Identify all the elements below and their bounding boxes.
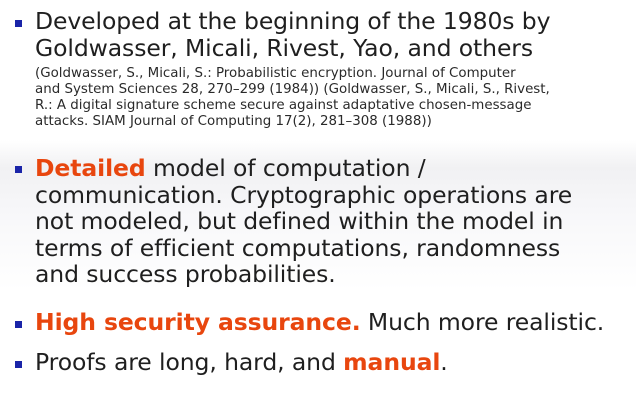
text-fragment: model of computation /: [145, 154, 426, 182]
text-fragment: .: [440, 348, 448, 376]
bullet-text: [35, 155, 630, 288]
text-line: [35, 155, 630, 182]
square-bullet-icon: [15, 20, 22, 27]
highlight-word: Detailed: [35, 154, 146, 182]
text-line: Developed at the beginning of the 1980s by: [35, 7, 551, 35]
reference-line: attacks. SIAM Journal of Computing 17(2), 281–308 (1988)): [35, 114, 432, 129]
text-line: [35, 349, 630, 376]
text-line: and success probabilities.: [35, 260, 336, 288]
text-fragment: Much more realistic.: [360, 308, 605, 336]
bullet-text: [35, 8, 630, 61]
text-line: terms of efficient computations, randomness: [35, 233, 561, 262]
square-bullet-icon: [15, 321, 22, 328]
square-bullet-icon: [15, 361, 22, 368]
text-line: [35, 309, 630, 336]
reference-line: R.: A digital signature scheme secure against adaptative chosen-message: [35, 98, 532, 113]
text-line: Goldwasser, Micali, Rivest, Yao, and others: [35, 33, 534, 62]
bullet-text: [35, 349, 630, 376]
text-fragment: Proofs are long, hard, and: [35, 348, 344, 376]
highlight-word: manual: [343, 348, 441, 376]
reference-line: (Goldwasser, S., Micali, S.: Probabilistic encryption. Journal of Computer: [35, 66, 516, 81]
square-bullet-icon: [15, 166, 22, 173]
text-line: not modeled, but defined within the model in: [35, 207, 564, 235]
reference-line: and System Sciences 28, 270–299 (1984)) (Goldwasser, S., Micali, S., Rivest,: [35, 82, 550, 97]
highlight-phrase: High security assurance.: [35, 308, 361, 336]
bullet-text: [35, 309, 630, 336]
reference-citation: [35, 66, 625, 130]
text-line: communication. Cryptographic operations are: [35, 180, 573, 209]
